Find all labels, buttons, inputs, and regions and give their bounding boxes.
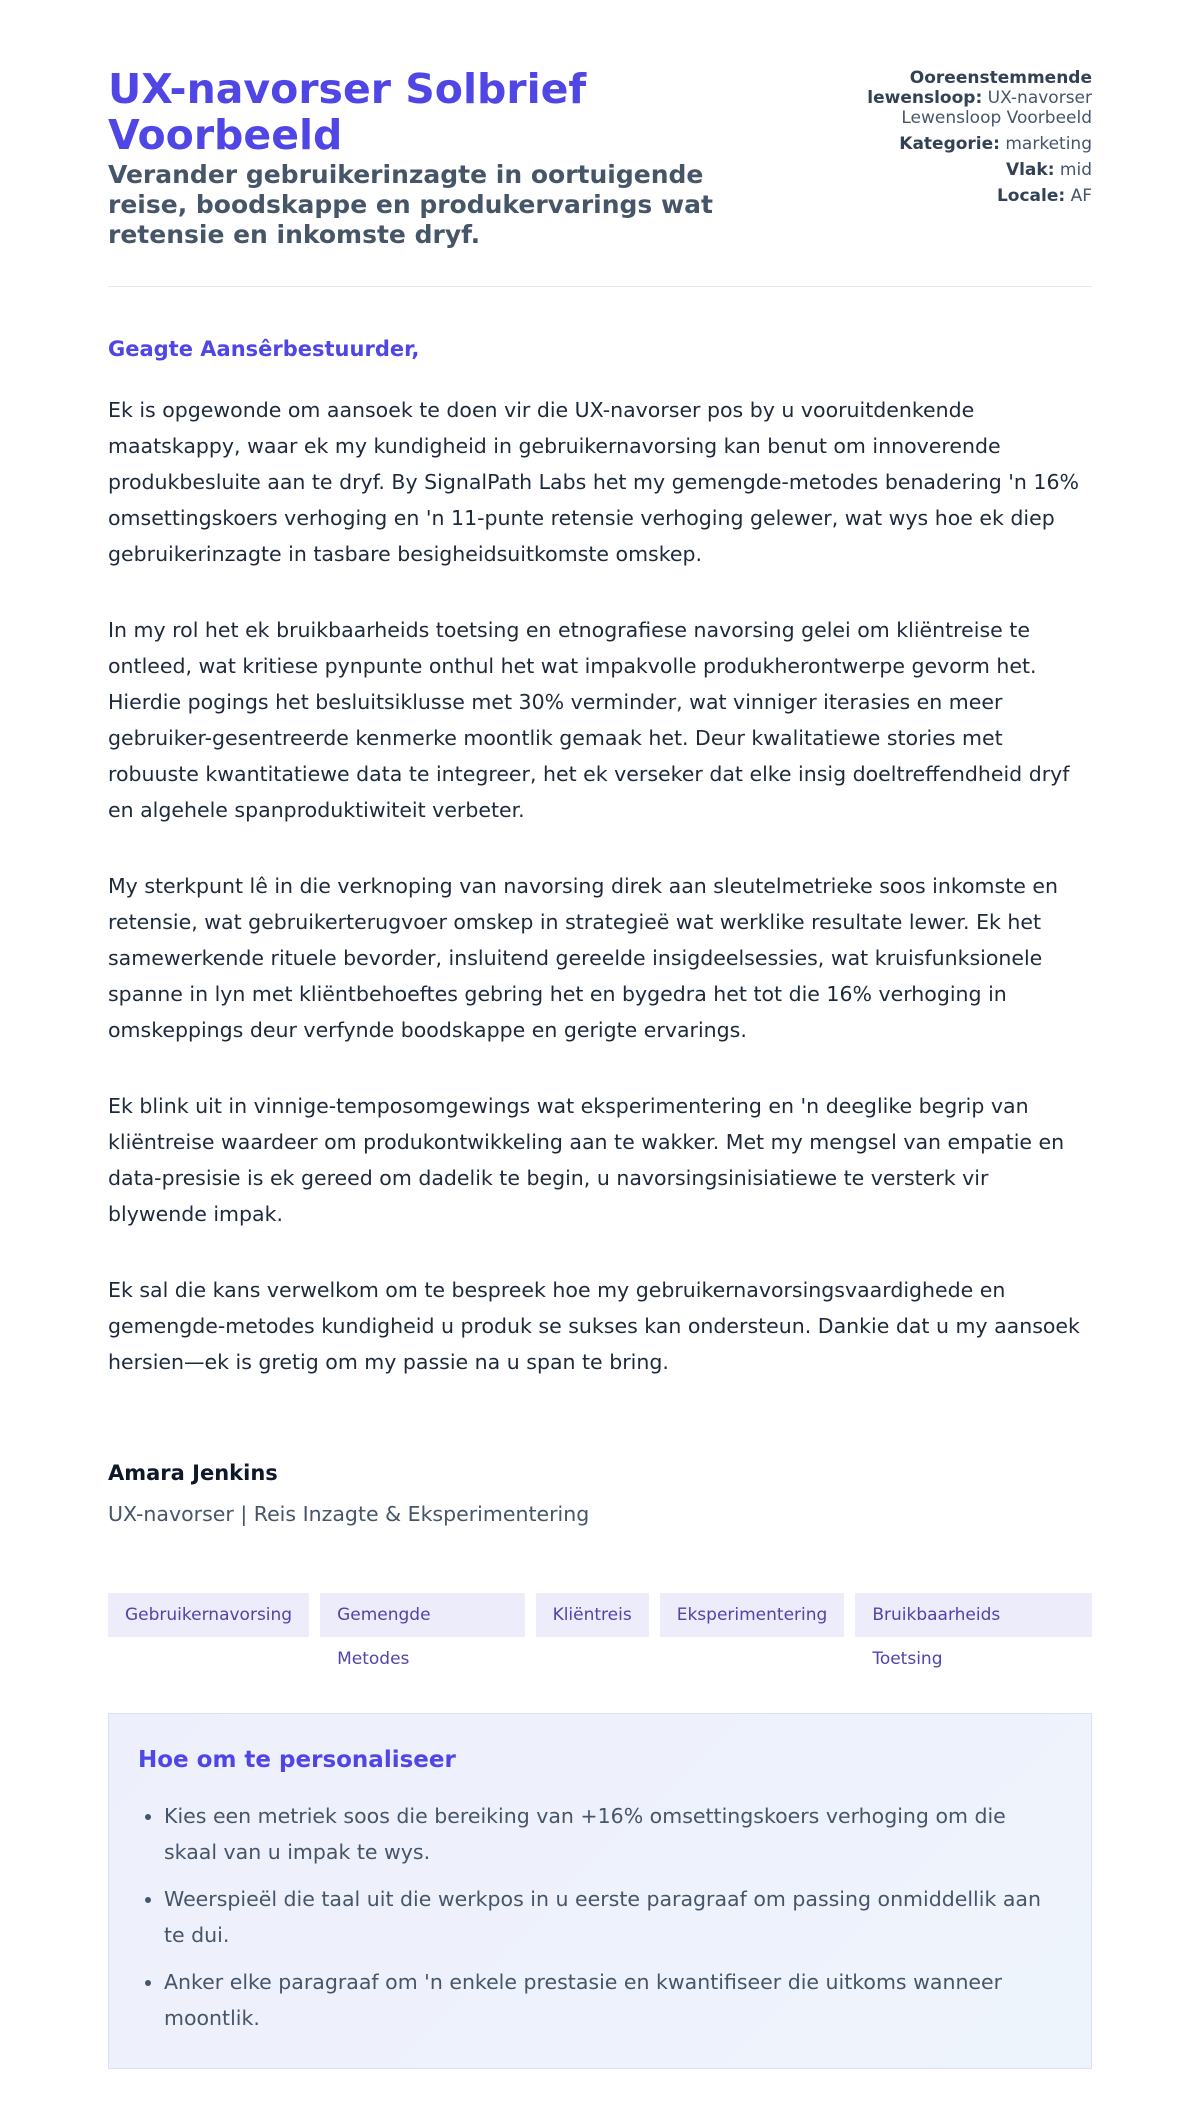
meta-category	[792, 134, 1092, 154]
skill-tags	[108, 1593, 1092, 1669]
meta-panel	[792, 68, 1092, 212]
page-title: UX-navorser Solbrief Voorbeeld	[108, 65, 587, 159]
page-subtitle: Verander gebruikerinzagte in oortuigende reise, boodskappe en produkervarings wat retensie en inkomste dryf.	[108, 160, 713, 249]
meta-value: AF	[1070, 186, 1092, 206]
page-header	[108, 0, 1092, 287]
meta-locale	[792, 186, 1092, 206]
tips-list	[138, 1798, 1062, 2036]
letter-paragraph: Ek sal die kans verwelkom om te bespreek hoe my gebruikernavorsingsvaardighede en gemengde-metodes kundigheid u produk se sukses kan ondersteun. Dankie dat u my aansoek hersien—ek is gretig om my passie na u span te bring.	[108, 1278, 1080, 1374]
signature-name: Amara Jenkins	[108, 1461, 278, 1485]
letter-greeting: Geagte Aansêrbestuurder,	[108, 337, 420, 361]
tips-title: Hoe om te personaliseer	[138, 1747, 456, 1773]
letter-paragraph: In my rol het ek bruikbaarheids toetsing en etnografiese navorsing gelei om kliëntreise te ontleed, wat kritiese pynpunte onthul het wat impakvolle produkherontwerpe gevorm het. Hierdie pogings het besluitsiklusse met 30% verminder, wat vinniger iterasies en meer gebruiker-gesentreerde kenmerke moontlik gemaak het. Deur kwalitatiewe stories met robuuste kwantitatiewe data te integreer, het ek verseker dat elke insig doeltreffendheid dryf en algehele spanproduktiwiteit verbeter.	[108, 618, 1070, 822]
meta-value: mid	[1059, 160, 1092, 180]
letter-paragraph: Ek blink uit in vinnige-temposomgewings wat eksperimentering en 'n deeglike begrip van kliëntreise waardeer om produkontwikkeling aan te wakker. Met my mengsel van empatie en data-presisie is ek gereed om dadelik te begin, u navorsingsinisiatiewe te versterk vir blywende impak.	[108, 1094, 1065, 1226]
meta-label: Ooreenstemmende lewensloop:	[867, 68, 1092, 108]
letter-body	[108, 392, 1092, 1420]
meta-label: Kategorie:	[899, 134, 1000, 154]
tip-item: • Anker elke paragraaf om 'n enkele prestasie en kwantifiseer die uitkoms wanneer moontlik.	[164, 1964, 1062, 2036]
personalize-tips-box	[108, 1713, 1092, 2069]
skill-tag: Gemengde Metodes	[320, 1593, 524, 1637]
signature-block	[108, 1458, 589, 1528]
cover-letter-page	[108, 0, 1092, 2030]
skill-tag: Bruikbaarheids Toetsing	[855, 1593, 1092, 1637]
tip-item: • Kies een metriek soos die bereiking van +16% omsettingskoers verhoging om die skaal van u impak te wys.	[164, 1798, 1062, 1870]
signature-role: UX-navorser | Reis Inzagte & Eksperimentering	[108, 1502, 590, 1526]
meta-label: Locale:	[996, 186, 1066, 206]
skill-tag: Kliëntreis	[536, 1593, 649, 1637]
skill-tag: Gebruikernavorsing	[108, 1593, 309, 1637]
letter-paragraph: Ek is opgewonde om aansoek te doen vir die UX-navorser pos by u vooruitdenkende maatskappy, waar ek my kundigheid in gebruikernavorsing kan benut om innoverende produkbesluite aan te dryf. By SignalPath Labs het my gemengde-metodes benadering 'n 16% omsettingskoers verhoging en 'n 11-punte retensie verhoging gelewer, wat wys hoe ek diep gebruikerinzagte in tasbare besigheidsuitkomste omskep.	[108, 398, 1079, 566]
meta-matching-resume	[792, 68, 1092, 128]
title-block	[108, 66, 748, 250]
letter-paragraph: My sterkpunt lê in die verknoping van navorsing direk aan sleutelmetrieke soos inkomste en retensie, wat gebruikerterugvoer omskep in strategieë wat werklike resultate lewer. Ek het samewerkende rituele bevorder, insluitend gereelde insigdeelsessies, wat kruisfunksionele spanne in lyn met kliëntbehoeftes gebring het en bygedra het tot die 16% verhoging in omskeppings deur verfynde boodskappe en gerigte ervarings.	[108, 874, 1058, 1042]
meta-value: UX-navorser Lewensloop Voorbeeld	[901, 88, 1092, 128]
meta-value: marketing	[1005, 134, 1092, 154]
meta-level	[792, 160, 1092, 180]
tip-item: • Weerspieël die taal uit die werkpos in u eerste paragraaf om passing onmiddellik aan te dui.	[164, 1881, 1062, 1953]
meta-label: Vlak:	[1005, 160, 1055, 180]
skill-tag: Eksperimentering	[660, 1593, 845, 1637]
